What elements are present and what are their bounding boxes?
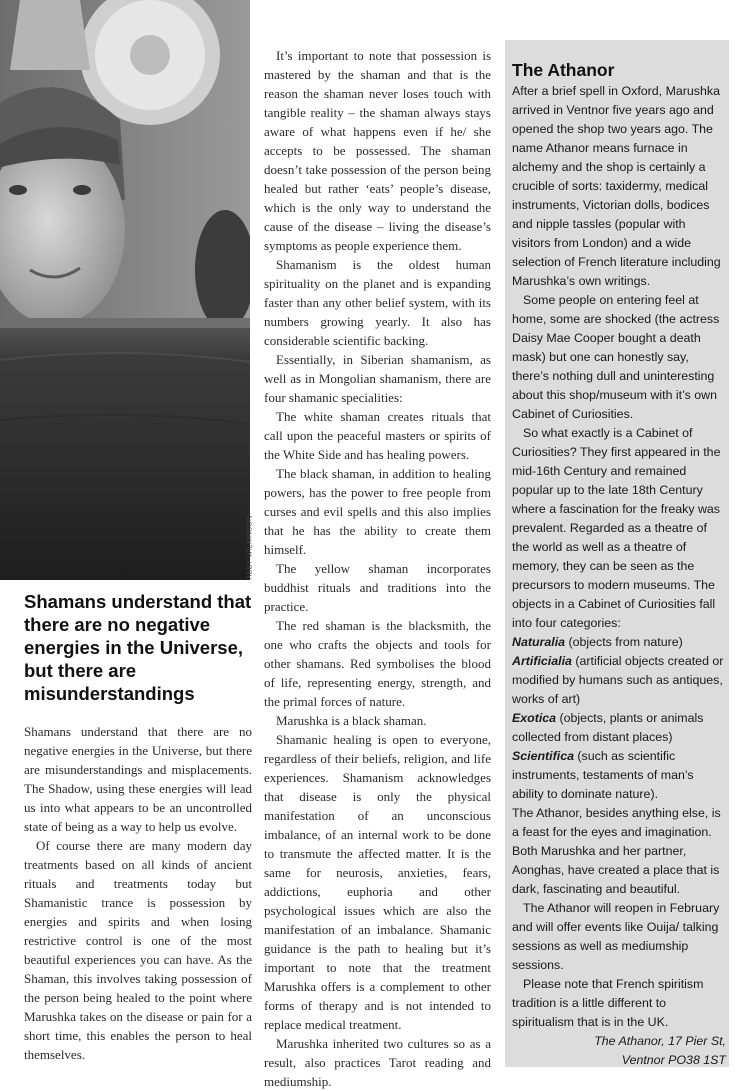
sidebar-paragraph: The Athanor will reopen in February and will offer events like Ouija/ talking sessions as well as mediumship sessions. (512, 901, 720, 972)
sidebar-title: The Athanor (512, 60, 615, 80)
category-term: Naturalia (512, 635, 566, 649)
sidebar-paragraph: So what exactly is a Cabinet of Curiosities? They first appeared in the mid-16th Century and remained popular up to the late 18th Century where a fascination for the freaky was prevalent. Regarded as a theatre of the world as well as a theatre of memory, they can be seen as the precursors to modern museums. The objects in a Cabinet of Curiosities fall into four categories: (512, 426, 721, 630)
paragraph: Marushka is a black shaman. (276, 713, 427, 728)
paragraph: The yellow shaman incorporates buddhist rituals and traditions into the practice. (264, 561, 491, 614)
column-left (24, 590, 252, 1064)
paragraph: It’s important to note that possession is mastered by the shaman and that is the reason the shaman never loses touch with tangible reality – the shaman always stays aware of what happens even if he/ she accepts to be possessed. The shaman doesn’t take possession of the person being healed but rather ‘eats’ people’s disease, which is the only way to understand the cause of the disease – living the disease’s symptoms as people experience them. (264, 48, 491, 253)
category-desc: (objects, plants or animals collected from distant places) (512, 711, 704, 744)
address-line-1: The Athanor, 17 Pier St, (594, 1034, 726, 1048)
photo-credit: ABBY WILKINSON (246, 515, 254, 580)
address-line-2: Ventnor PO38 1ST (621, 1053, 726, 1067)
paragraph: Shamans understand that there are no negative energies in the Universe, but there are misunderstandings and misplacements. The Shadow, using these energies will lead us into what appears to be an uncontrolled state of being as a way to help us evolve. (24, 724, 252, 834)
portrait-photo (0, 0, 250, 580)
category-term: Artificialia (512, 654, 572, 668)
paragraph: Shamanism is the oldest human spirituality on the planet and is expanding faster than any other belief system, with its numbers growing yearly. It also has considerable scientific backing. (264, 257, 491, 348)
sidebar-body (512, 82, 726, 1070)
category-exotica (512, 709, 726, 747)
sidebar-paragraph: The Athanor, besides anything else, is a feast for the eyes and imagination. Both Marushka and her partner, Aonghas, have created a place that is dark, fascinating and beautiful. (512, 806, 721, 896)
sidebar-paragraph: Please note that French spiritism tradition is a little different to spiritualism that is in the UK. (512, 977, 704, 1029)
category-desc: (objects from nature) (565, 635, 683, 649)
sidebar-box (505, 40, 729, 1067)
category-desc: (artificial objects created or modified by humans such as antiques, works of art) (512, 654, 724, 706)
category-scientifica (512, 747, 726, 804)
paragraph: The white shaman creates rituals that call upon the peaceful masters or spirits of the White Side and has healing powers. (264, 409, 491, 462)
paragraph: The black shaman, in addition to healing powers, has the power to free people from curses and evil spells and this also implies that he has the ability to create them himself. (264, 466, 491, 557)
sidebar-paragraph: Some people on entering feel at home, some are shocked (the actress Daisy Mae Cooper bought a death mask) but one can honestly say, there’s nothing dull and uninteresting about this shop/museum with it’s own Cabinet of Curiosities. (512, 293, 720, 421)
paragraph: Of course there are many modern day treatments based on all kinds of ancient rituals and treatments today but Shamanistic trance is possession by energies and spirits and when losing restrictive control is one of the most beautiful experiences you can have. As the Shaman, this involves taking possession of the person being healed to the point where Marushka takes on the disease or pain for a short time, this enables the person to heal themselves. (24, 838, 252, 1062)
category-desc: (such as scientific instruments, testaments of man’s ability to dominate nature). (512, 749, 694, 801)
paragraph: Essentially, in Siberian shamanism, as well as in Mongolian shamanism, there are four shamanic specialities: (264, 352, 491, 405)
category-term: Exotica (512, 711, 557, 725)
sidebar-paragraph: After a brief spell in Oxford, Marushka arrived in Ventnor five years ago and opened the shop two years ago. The name Athanor means furnace in alchemy and the shop is certainly a crucible of sorts: taxidermy, medical instruments, Victorian dolls, bodices and nipple tassles (popular with visitors from London) and a wide selection of French literature including Marushka’s own writings. (512, 84, 721, 288)
paragraph: The red shaman is the blacksmith, the one who crafts the objects and tools for other shamans. Red symbolises the blood of life, representing energy, strength, and the primal forces of nature. (264, 618, 491, 709)
column-middle (264, 46, 491, 1091)
category-term: Scientifica (512, 749, 574, 763)
paragraph: Shamanic healing is open to everyone, regardless of their beliefs, religion, and life experiences. Shamanism acknowledges that disease is only the physical manifestation of an unconscious imbalance, of an internal work to be done to transmute the affected matter. It is the same for neurosis, anxieties, fears, addictions, euphoria and other psychological issues which are also the manifestation of an imbalance. Shamanic guidance is the path to healing but it’s important to note that the treatment Marushka offers is a complement to other forms of therapy and is not intended to replace medical treatment. (264, 732, 491, 1032)
paragraph: Marushka inherited two cultures so as a result, also practices Tarot reading and mediumship. (264, 1036, 491, 1089)
category-artificialia (512, 652, 726, 709)
category-naturalia (512, 633, 726, 652)
headline: Shamans understand that there are no negative energies in the Universe, but there are misunderstandings (24, 591, 252, 704)
